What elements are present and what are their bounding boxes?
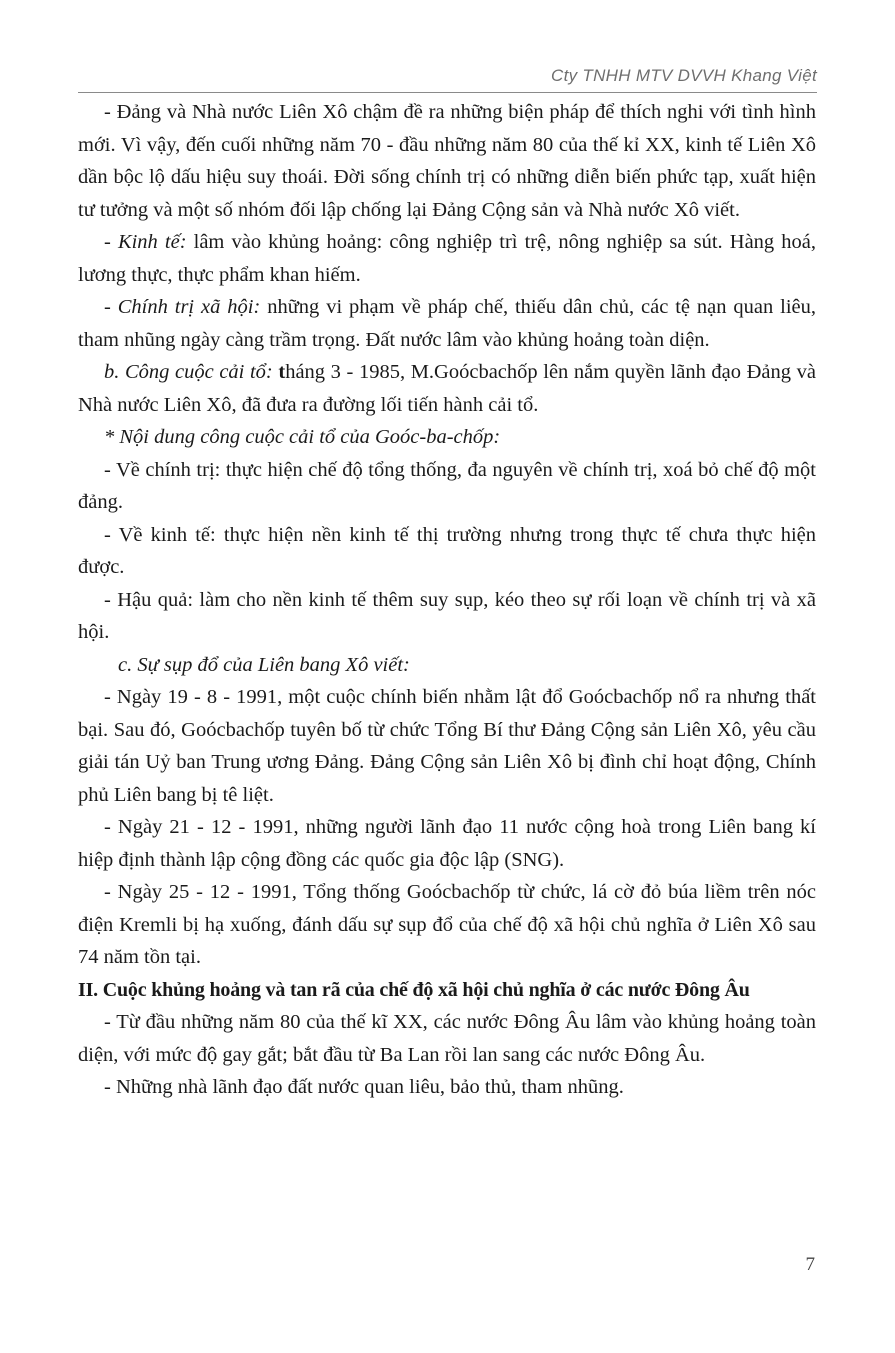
paragraph-resignation: - Ngày 25 - 12 - 1991, Tổng thống Goócbachốp từ chức, lá cờ đỏ búa liềm trên nóc điện Kremli bị hạ xuống, đánh dấu sự sụp đổ của chế độ xã hội chủ nghĩa ở Liên Xô sau 74 năm tồn tại. [78,881,816,968]
paragraph-sng: - Ngày 21 - 12 - 1991, những người lãnh đạo 11 nước cộng hoà trong Liên bang kí hiệp định thành lập cộng đồng các quốc gia độc lập (SNG). [78,816,816,871]
politics-label: Chính trị xã hội: [117,296,261,318]
politics-text: những vi phạm về pháp chế, thiếu dân chủ, các tệ nạn quan liêu, tham nhũng ngày càng trầm trọng. Đất nước lâm vào khủng hoảng toàn diện. [78,296,816,351]
running-header [78,62,817,93]
paragraph-politics: - Chính trị xã hội: những vi phạm về pháp chế, thiếu dân chủ, các tệ nạn quan liêu, tham nhũng ngày càng trầm trọng. Đất nước lâm vào khủng hoảng toàn diện. [78,296,816,351]
paragraph-economy: - Kinh tế: lâm vào khủng hoảng: công nghiệp trì trệ, nông nghiệp sa sút. Hàng hoá, lương thực, thực phẩm khan hiếm. [78,231,816,286]
paragraph-coup: - Ngày 19 - 8 - 1991, một cuộc chính biến nhằm lật đổ Goócbachốp nổ ra nhưng thất bại. Sau đó, Goócbachốp tuyên bố từ chức Tổng Bí thư Đảng Cộng sản Liên Xô, yêu cầu giải tán Uỷ ban Trung ương Đảng. Đảng Cộng sản Liên Xô bị đình chỉ hoạt động, Chính phủ Liên bang bị tê liệt. [78,686,816,806]
paragraph-reform-politics: - Về chính trị: thực hiện chế độ tổng thống, đa nguyên về chính trị, xoá bỏ chế độ một đảng. [78,458,816,513]
paragraph-reform [78,356,816,421]
economy-text: lâm vào khủng hoảng: công nghiệp trì trệ, nông nghiệp sa sút. Hàng hoá, lương thực, thực phẩm khan hiếm. [78,231,816,286]
page-number: 7 [805,1254,815,1275]
economy-label: Kinh tế: [117,231,187,253]
reform-content-heading: * Nội dung công cuộc cải tổ của Goóc-ba-chốp: [104,426,501,448]
paragraph-leaders: - Những nhà lãnh đạo đất nước quan liêu, bảo thủ, tham nhũng. [104,1076,624,1098]
collapse-heading: c. Sự sụp đổ của Liên bang Xô viết: [118,653,410,676]
paragraph-consequence: - Hậu quả: làm cho nền kinh tế thêm suy sụp, kéo theo sự rối loạn về chính trị và xã hội. [78,588,816,643]
publisher-name: Cty TNHH MTV DVVH Khang Việt [551,66,817,85]
paragraph-reform-economy: - Về kinh tế: thực hiện nền kinh tế thị trường nhưng trong thực tế chưa thực hiện được. [78,523,816,578]
paragraph-stagnation: - Đảng và Nhà nước Liên Xô chậm đề ra những biện pháp để thích nghi với tình hình mới. Vì vậy, đến cuối những năm 70 - đầu những năm 80 của thế kỉ XX, kinh tế Liên Xô dần bộc lộ dấu hiệu suy thoái. Đời sống chính trị có những diễn biến phức tạp, xuất hiện tư tưởng và một số nhóm đối lập chống lại Đảng Cộng sản và Nhà nước Xô viết. [78,101,816,221]
reform-text: háng 3 - 1985, M.Goócbachốp lên nắm quyền lãnh đạo Đảng và Nhà nước Liên Xô, đã đưa ra đường lối tiến hành cải tổ. [78,361,816,416]
page-body [78,96,816,1104]
section-heading-eastern-europe: II. Cuộc khủng hoảng và tan rã của chế độ xã hội chủ nghĩa ở các nước Đông Âu [78,978,750,1001]
paragraph-eastern-crisis: - Từ đầu những năm 80 của thế kĩ XX, các nước Đông Âu lâm vào khủng hoảng toàn diện, với mức độ gay gắt; bắt đầu từ Ba Lan rồi lan sang các nước Đông Âu. [78,1011,816,1066]
reform-label: b. Công cuộc cải tổ: [104,361,273,383]
reform-bold-letter: t [272,361,286,383]
